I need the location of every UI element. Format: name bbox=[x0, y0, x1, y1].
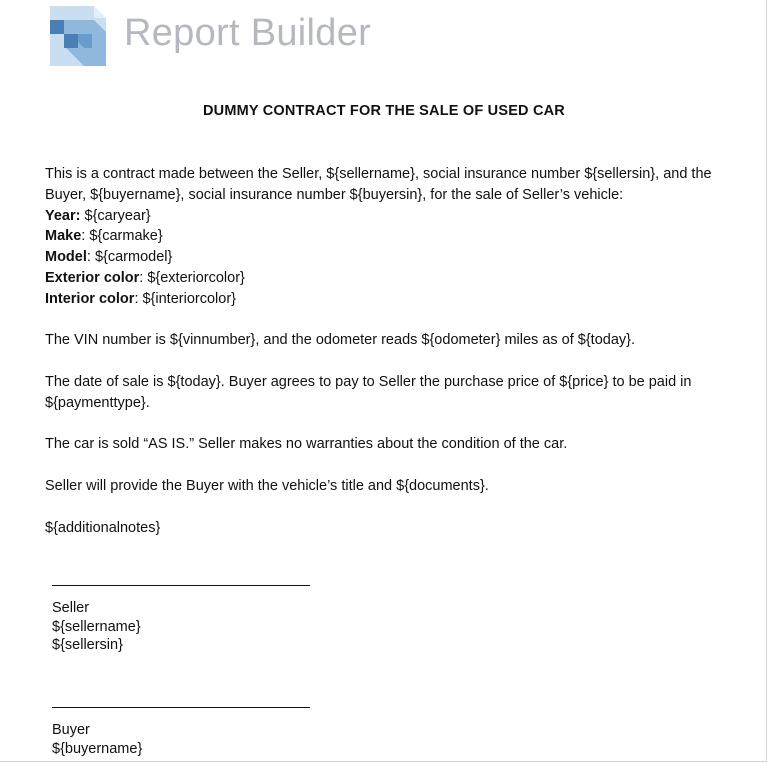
field-model bbox=[45, 247, 735, 268]
field-exterior-color bbox=[45, 268, 735, 289]
header bbox=[44, 2, 371, 68]
report-builder-logo-icon bbox=[44, 2, 110, 68]
buyer-role: Buyer bbox=[52, 722, 90, 738]
seller-role: Seller bbox=[52, 600, 90, 616]
document-body bbox=[45, 164, 735, 538]
field-label: Model bbox=[45, 249, 87, 266]
seller-name: ${sellername} bbox=[52, 618, 141, 635]
field-label: Exterior color bbox=[45, 269, 140, 286]
field-value: : ${carmake} bbox=[81, 228, 163, 245]
buyer-signature-line bbox=[52, 707, 310, 708]
intro-paragraph: This is a contract made between the Seller, ${sellername}, social insurance number ${sellersin}, and the Buyer, ${buyername}, social insurance number ${buyersin}, for the sale of Seller’s vehicle: bbox=[45, 166, 712, 203]
field-year bbox=[45, 206, 735, 227]
buyer-signature-block bbox=[52, 707, 310, 758]
field-interior-color bbox=[45, 289, 735, 310]
vin-paragraph: The VIN number is ${vinnumber}, and the odometer reads ${odometer} miles as of ${today}. bbox=[45, 332, 636, 349]
buyer-name: ${buyername} bbox=[52, 740, 143, 757]
field-value: : ${interiorcolor} bbox=[134, 290, 236, 307]
field-value: : ${carmodel} bbox=[86, 249, 173, 266]
seller-signature-block bbox=[52, 585, 310, 655]
documents-paragraph: Seller will provide the Buyer with the vehicle’s title and ${documents}. bbox=[45, 477, 489, 494]
field-make bbox=[45, 226, 735, 247]
field-value: : ${exteriorcolor} bbox=[139, 269, 245, 286]
app-title: Report Builder bbox=[124, 12, 372, 54]
seller-sin: ${sellersin} bbox=[52, 637, 123, 653]
sale-date-paragraph: The date of sale is ${today}. Buyer agrees to pay to Seller the purchase price of ${price} to be paid in ${paymenttype}. bbox=[45, 373, 692, 411]
document-title: DUMMY CONTRACT FOR THE SALE OF USED CAR bbox=[203, 103, 565, 119]
field-value: ${caryear} bbox=[80, 207, 151, 224]
seller-signature-line bbox=[52, 585, 310, 586]
as-is-paragraph: The car is sold “AS IS.” Seller makes no warranties about the condition of the car. bbox=[45, 436, 568, 453]
field-label: Interior color bbox=[45, 290, 135, 307]
field-label: Year: bbox=[45, 207, 81, 224]
field-label: Make bbox=[45, 228, 82, 245]
additional-notes-paragraph: ${additionalnotes} bbox=[45, 519, 161, 536]
